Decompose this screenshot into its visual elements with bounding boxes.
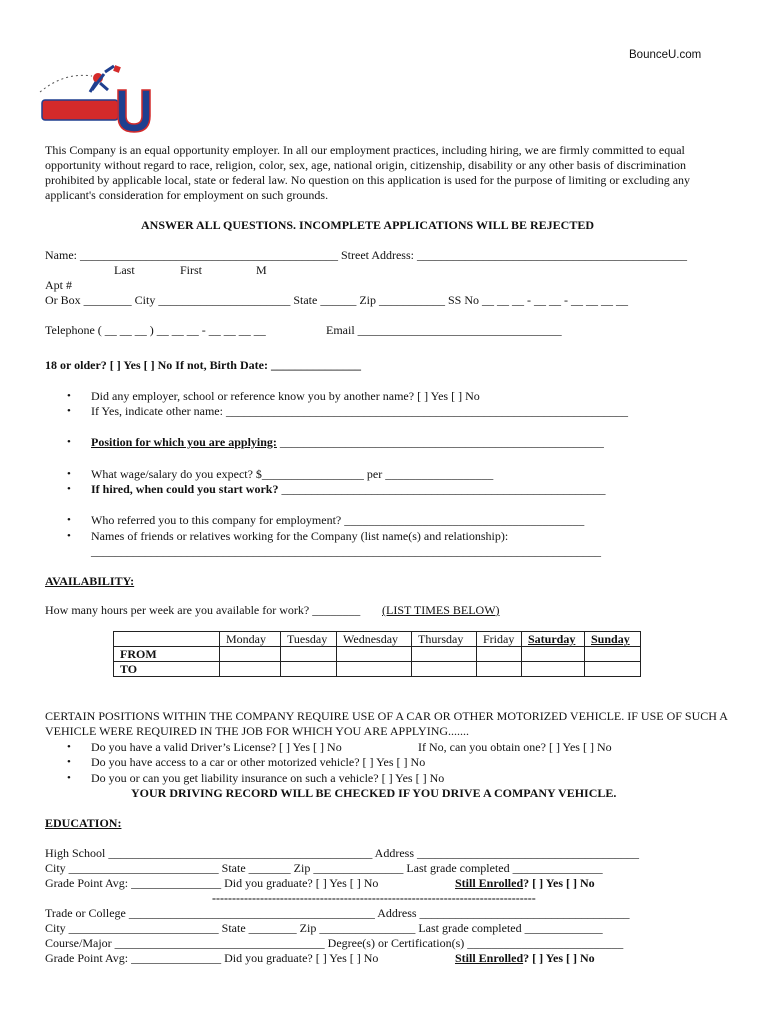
bounceu-logo (34, 62, 154, 134)
table-row (114, 662, 641, 677)
cell-from-thursday[interactable] (412, 647, 477, 662)
cell-to-wednesday[interactable] (337, 662, 412, 677)
cell-to-sunday[interactable] (585, 662, 641, 677)
eeo-statement: This Company is an equal opportunity employer. In all our employment practices, including hiring, we are firmly committed to equal opportunity without regard to race, religion, color, sex, age, national origin, citizenship, disability or any other basis of discrimination prohibited by applicable local, state or federal law. No question on this application is used for the purpose of limiting or excluding any applicant's consideration for employment on such grounds. (45, 143, 691, 202)
referral-field[interactable]: Who referred you to this company for employment? ________________________________________ (91, 513, 585, 527)
age-question[interactable]: 18 or older? [ ] Yes [ ] No If not, Birth Date: _______________ (45, 358, 361, 372)
start-label: If hired, when could you start work? (91, 482, 279, 496)
vehicle-access-question[interactable]: Do you have access to a car or other motorized vehicle? [ ] Yes [ ] No (91, 755, 426, 769)
position-line[interactable]: ______________________________________________________ (279, 435, 604, 449)
college-location-field[interactable]: City _________________________ State ________ Zip ________________ Last grade completed _____________ (45, 921, 603, 935)
cell-to-thursday[interactable] (412, 662, 477, 677)
high-school-enrolled-question[interactable] (455, 876, 595, 890)
tc-enrolled-options[interactable]: ? [ ] Yes [ ] No (523, 951, 595, 965)
obtain-license-question[interactable]: If No, can you obtain one? [ ] Yes [ ] No (418, 740, 612, 754)
day-thursday: Thursday (412, 632, 477, 647)
cell-to-tuesday[interactable] (281, 662, 337, 677)
high-school-gpa-field[interactable]: Grade Point Avg: _______________ Did you graduate? [ ] Yes [ ] No (45, 876, 379, 890)
license-question[interactable]: Do you have a valid Driver’s License? [ ] Yes [ ] No (91, 740, 342, 754)
table-row (114, 647, 641, 662)
wage-field[interactable]: What wage/salary do you expect? $_________________ per __________________ (91, 467, 494, 481)
college-gpa-field[interactable]: Grade Point Avg: _______________ Did you graduate? [ ] Yes [ ] No (45, 951, 379, 965)
availability-heading: AVAILABILITY: (45, 574, 135, 588)
cell-from-tuesday[interactable] (281, 647, 337, 662)
college-field[interactable]: Trade or College _________________________________________ Address ___________________________________ (45, 906, 630, 920)
table-row (114, 632, 641, 647)
incomplete-warning: ANSWER ALL QUESTIONS. INCOMPLETE APPLICATIONS WILL BE REJECTED (141, 218, 595, 232)
label-last: Last (114, 263, 135, 277)
hs-enrolled-options[interactable]: ? [ ] Yes [ ] No (523, 876, 595, 890)
vehicle-intro: CERTAIN POSITIONS WITHIN THE COMPANY REQUIRE USE OF A CAR OR OTHER MOTORIZED VEHICLE. IF USE OF SUCH A VEHICLE WERE REQUIRED IN THE JOB FOR WHICH YOU ARE APPLYING....... (45, 709, 728, 738)
list-times-note: (LIST TIMES BELOW) (382, 603, 500, 617)
name-address-field[interactable]: Name: ___________________________________________ Street Address: _____________________________________________ (45, 248, 687, 262)
logo-bounce-banner (42, 100, 118, 120)
logo-u-letter (118, 90, 150, 132)
day-sunday: Sunday (585, 632, 641, 647)
row-from: FROM (114, 647, 220, 662)
day-wednesday: Wednesday (337, 632, 412, 647)
cell-from-friday[interactable] (477, 647, 522, 662)
hs-enrolled-label: Still Enrolled (455, 876, 524, 890)
address-details-field[interactable]: Or Box ________ City ______________________ State ______ Zip ___________ SS No __ __ __ - __ __ - __ __ __ __ (45, 293, 629, 307)
insurance-question[interactable]: Do you or can you get liability insurance on such a vehicle? [ ] Yes [ ] No (91, 771, 445, 785)
college-enrolled-question[interactable] (455, 951, 595, 965)
high-school-location-field[interactable]: City _________________________ State _______ Zip _______________ Last grade completed _______________ (45, 861, 603, 875)
section-separator: --------------------------------------------------------------------------------- (212, 891, 536, 905)
day-friday: Friday (477, 632, 522, 647)
cell-from-monday[interactable] (220, 647, 281, 662)
start-line[interactable]: ______________________________________________________ (281, 482, 606, 496)
relatives-question: Names of friends or relatives working for the Company (list name(s) and relationship): (91, 529, 509, 543)
position-label: Position for which you are applying: (91, 435, 277, 449)
site-name: BounceU.com (629, 49, 702, 61)
day-tuesday: Tuesday (281, 632, 337, 647)
tc-enrolled-label: Still Enrolled (455, 951, 524, 965)
position-field[interactable] (91, 435, 604, 449)
table-corner (114, 632, 220, 647)
label-apt: Apt # (45, 278, 72, 292)
high-school-field[interactable]: High School ____________________________________________ Address _____________________________________ (45, 846, 639, 860)
logo-bounce-trail (40, 75, 92, 92)
email-field[interactable]: Email __________________________________ (326, 323, 562, 337)
cell-from-saturday[interactable] (522, 647, 585, 662)
cell-from-sunday[interactable] (585, 647, 641, 662)
telephone-field[interactable]: Telephone ( __ __ __ ) __ __ __ - __ __ __ __ (45, 323, 266, 337)
label-middle: M (256, 263, 267, 277)
cell-to-friday[interactable] (477, 662, 522, 677)
cell-from-wednesday[interactable] (337, 647, 412, 662)
driving-record-notice: YOUR DRIVING RECORD WILL BE CHECKED IF YOU DRIVE A COMPANY VEHICLE. (131, 786, 617, 800)
other-name-field[interactable]: If Yes, indicate other name: ___________________________________________________________________ (91, 404, 628, 418)
hours-field[interactable]: How many hours per week are you available for work? ________ (45, 603, 361, 617)
relatives-field[interactable]: _____________________________________________________________________________________ (91, 544, 601, 558)
other-name-question[interactable]: Did any employer, school or reference know you by another name? [ ] Yes [ ] No (91, 389, 480, 403)
start-date-field[interactable] (91, 482, 605, 496)
label-first: First (180, 263, 203, 277)
row-to: TO (114, 662, 220, 677)
day-saturday: Saturday (522, 632, 585, 647)
education-heading: EDUCATION: (45, 816, 122, 830)
day-monday: Monday (220, 632, 281, 647)
cell-to-monday[interactable] (220, 662, 281, 677)
course-degree-field[interactable]: Course/Major ___________________________________ Degree(s) or Certification(s) __________________________ (45, 936, 624, 950)
cell-to-saturday[interactable] (522, 662, 585, 677)
availability-table (113, 631, 641, 677)
